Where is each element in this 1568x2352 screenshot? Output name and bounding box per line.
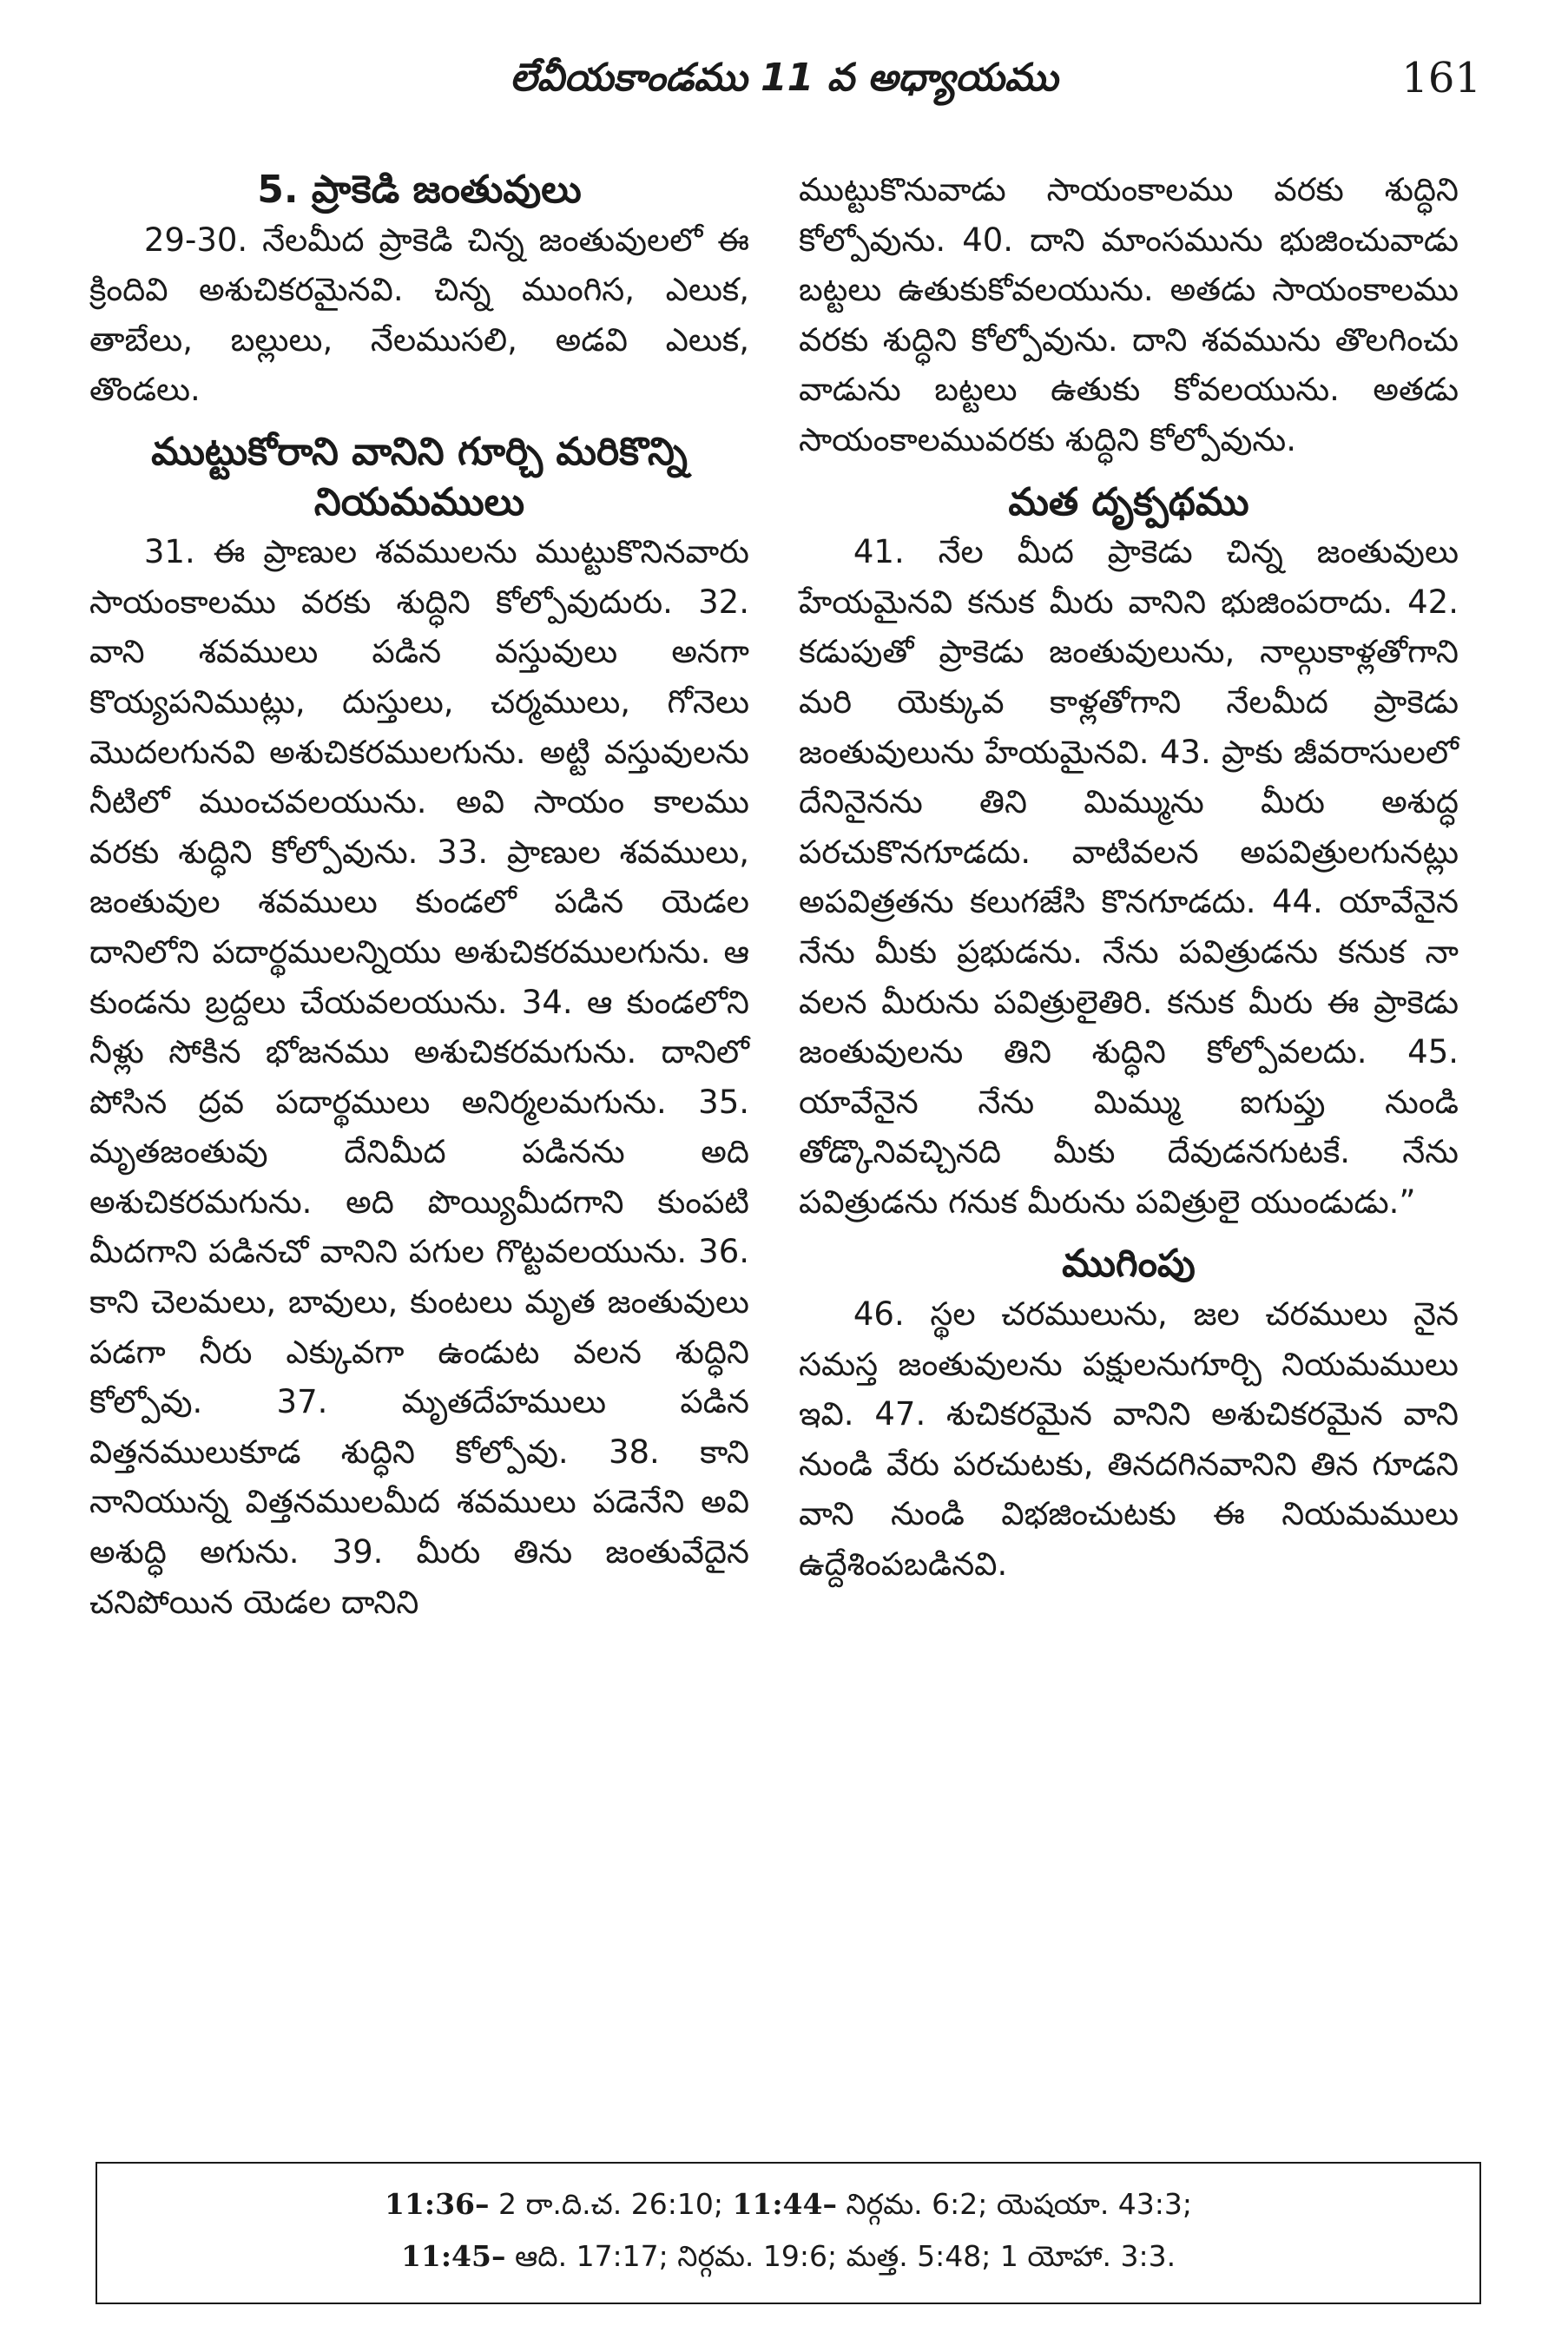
- paragraph: 29-30. నేలమీద ప్రాకెడి చిన్న జంతువులలో ఈ క్రిందివి అశుచికరమైనవి. చిన్న ముంగిస, ఎలుక, తాబేలు, బల్లులు, నేలముసలి, అడవి ఎలుక, తొండలు.: [89, 221, 749, 409]
- reference-line: [97, 2230, 1479, 2283]
- reference-text: 2 రా.ది.చ. 26:10;: [489, 2187, 733, 2221]
- reference-line: [97, 2178, 1479, 2230]
- paragraph: 41. నేల మీద ప్రాకెడు చిన్న జంతువులు హేయమైనవి కనుక మీరు వానిని భుజింపరాదు. 42. కడుపుతో ప్రాకెడు జంతువులును, నాల్గుకాళ్లతోగాని మరి యెక్కువ కాళ్లతోగాని నేలమీద ప్రాకెడు జంతువులును హేయమైనవి. 43. ప్రాకు జీవరాసులలో దేనినైనను తిని మిమ్మును మీరు అశుద్ధ పరచుకొనగూడదు. వాటివలన అపవిత్రులగునట్లు అపవిత్రతను కలుగజేసి కొనగూడదు. 44. యావేనైన నేను మీకు ప్రభుడను. నేను పవిత్రుడను కనుక నా వలన మీరును పవిత్రులైతిరి. కనుక మీరు ఈ ప్రాకెడు జంతువులను తిని శుద్ధిని కోల్పోవలదు. 45. యావేనైన నేను మిమ్ము ఐగుప్తు నుండి తోడ్కొనివచ్చినది మీకు దేవుడనగుటకే. నేను పవిత్రుడను గనుక మీరును పవిత్రులై యుండుడు.”: [799, 533, 1459, 1221]
- paragraph: 46. స్థల చరములును, జల చరములు నైన సమస్త జంతువులను పక్షులనుగూర్చి నియమములు ఇవి. 47. శుచికరమైన వానిని అశుచికరమైన వాని నుండి వేరు పరచుటకు, తినదగినవానిని తిన గూడని వాని నుండి విభజించుటకు ఈ నియమములు ఉద్దేశింపబడినవి.: [799, 1295, 1459, 1584]
- reference-text: ఆది. 17:17; నిర్గమ. 19:6; మత్త. 5:48; 1 యోహా. 3:3.: [505, 2239, 1176, 2273]
- paragraph: ముట్టుకొనువాడు సాయంకాలము వరకు శుద్ధిని కోల్పోవును. 40. దాని మాంసమును భుజించువాడు బట్టలు ఉతుకుకోవలయును. అతడు సాయంకాలము వరకు శుద్ధిని కోల్పోవును. దాని శవమును తొలగించు వాడును బట్టలు ఉతుకు కోవలయును. అతడు సాయంకాలమువరకు శుద్ధిని కోల్పోవును.: [799, 171, 1459, 458]
- left-column: [89, 165, 749, 1627]
- page-number: 161: [1401, 54, 1481, 102]
- section-heading: ముగింపు: [1062, 1242, 1196, 1287]
- reference-verse: 11:44–: [732, 2187, 837, 2221]
- cross-references-box: [96, 2162, 1481, 2304]
- running-title: లేవీయకాండము 11 వ అధ్యాయము: [510, 56, 1058, 100]
- reference-text: నిర్గమ. 6:2; యెషయా. 43:3;: [836, 2187, 1193, 2221]
- section-heading: మత దృక్పథము: [1008, 479, 1249, 524]
- page-header: [87, 43, 1481, 139]
- paragraph: 31. ఈ ప్రాణుల శవములను ముట్టుకొనినవారు సాయంకాలము వరకు శుద్ధిని కోల్పోవుదురు. 32. వాని శవములు పడిన వస్తువులు అనగా కొయ్యపనిముట్లు, దుస్తులు, చర్మములు, గోనెలు మొదలగునవి అశుచికరములగును. అట్టి వస్తువులను నీటిలో ముంచవలయును. అవి సాయం కాలము వరకు శుద్ధిని కోల్పోవును. 33. ప్రాణుల శవములు, జంతువుల శవములు కుండలో పడిన యెడల దానిలోని పదార్థములన్నియు అశుచికరములగును. ఆ కుండను బ్రద్దలు చేయవలయును. 34. ఆ కుండలోని నీళ్లు సోకిన భోజనము అశుచికరమగును. దానిలో పోసిన ద్రవ పదార్థములు అనిర్మలమగును. 35. మృతజంతువు దేనిమీద పడినను అది అశుచికరమగును. అది పొయ్యిమీదగాని కుంపటి మీదగాని పడినచో వానిని పగుల గొట్టవలయును. 36. కాని చెలమలు, బావులు, కుంటలు మృత జంతువులు పడగా నీరు ఎక్కువగా ఉండుట వలన శుద్ధిని కోల్పోవు. 37. మృతదేహములు పడిన విత్తనములుకూడ శుద్ధిని కోల్పోవు. 38. కాని నానియున్న విత్తనములమీద శవములు పడెనేని అవి అశుద్ధి అగును. 39. మీరు తిను జంతువేదైన చనిపోయిన యెడల దానిని: [89, 533, 749, 1621]
- section-heading: 5. ప్రాకెడి జంతువులు: [257, 168, 582, 212]
- reference-verse: 11:45–: [400, 2239, 506, 2273]
- section-heading: ముట్టుకోరాని వానిని గూర్చి మరికొన్ని నియమములు: [151, 429, 688, 524]
- reference-verse: 11:36–: [384, 2187, 490, 2221]
- right-column: [799, 165, 1459, 1590]
